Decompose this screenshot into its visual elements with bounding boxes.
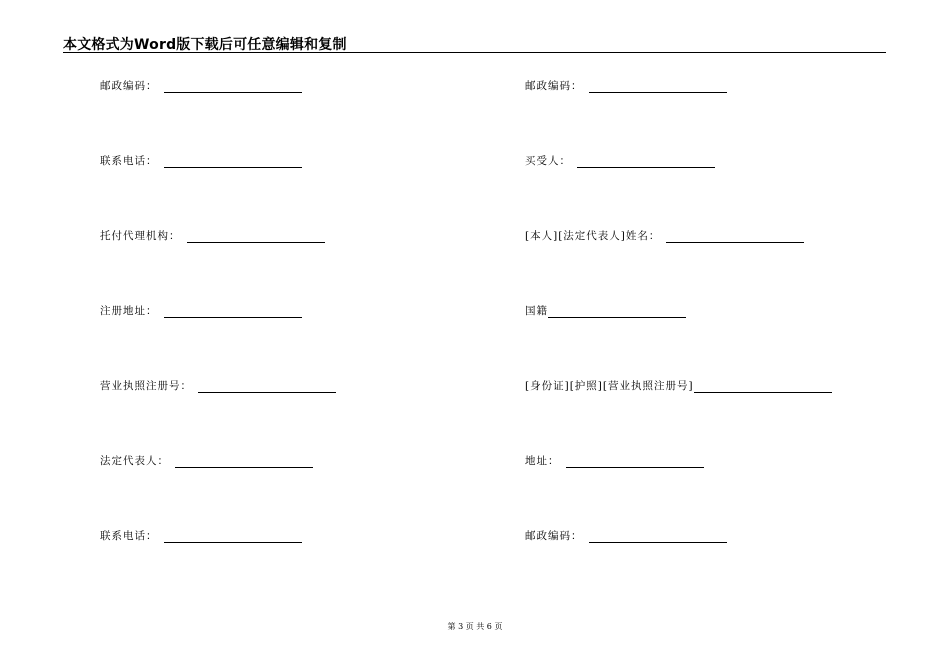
fill-in-line[interactable] xyxy=(577,156,715,168)
fill-in-line[interactable] xyxy=(164,81,302,93)
field-right-postal-code xyxy=(525,79,727,93)
fill-in-line[interactable] xyxy=(164,531,302,543)
field-label: 邮政编码： xyxy=(525,530,583,542)
field-right-address xyxy=(525,454,704,468)
field-label: 法定代表人： xyxy=(100,455,169,467)
document-header-title: 本文格式为Word版下载后可任意编辑和复制 xyxy=(63,37,347,53)
field-left-license-number xyxy=(100,379,336,393)
field-left-registered-address xyxy=(100,304,302,318)
field-left-agency xyxy=(100,229,325,243)
field-right-buyer xyxy=(525,154,715,168)
fill-in-line[interactable] xyxy=(164,306,302,318)
field-label: 联系电话： xyxy=(100,530,158,542)
field-label: 邮政编码： xyxy=(100,80,158,92)
fill-in-line[interactable] xyxy=(589,531,727,543)
fill-in-line[interactable] xyxy=(548,306,686,318)
fill-in-line[interactable] xyxy=(175,456,313,468)
field-left-legal-representative xyxy=(100,454,313,468)
field-label: 买受人： xyxy=(525,155,571,167)
fill-in-line[interactable] xyxy=(589,81,727,93)
field-label: 注册地址： xyxy=(100,305,158,317)
field-label: 联系电话： xyxy=(100,155,158,167)
field-label: 国籍 xyxy=(525,305,548,317)
fill-in-line[interactable] xyxy=(566,456,704,468)
field-right-id-number xyxy=(525,379,832,393)
field-left-phone xyxy=(100,154,302,168)
fill-in-line[interactable] xyxy=(198,381,336,393)
field-left-postal-code xyxy=(100,79,302,93)
fill-in-line[interactable] xyxy=(694,381,832,393)
field-label: 地址： xyxy=(525,455,560,467)
field-right-name xyxy=(525,229,804,243)
page-number: 第 3 页 共 6 页 xyxy=(447,622,503,631)
field-label: 托付代理机构： xyxy=(100,230,181,242)
field-label: 邮政编码： xyxy=(525,80,583,92)
field-label: [本人][法定代表人]姓名： xyxy=(525,230,661,242)
header-divider xyxy=(63,52,886,53)
field-right-nationality xyxy=(525,304,686,318)
fill-in-line[interactable] xyxy=(164,156,302,168)
field-right-postal-code-2 xyxy=(525,529,727,543)
fill-in-line[interactable] xyxy=(187,231,325,243)
field-label: 营业执照注册号： xyxy=(100,380,192,392)
fill-in-line[interactable] xyxy=(666,231,804,243)
field-left-phone-2 xyxy=(100,529,302,543)
field-label: [身份证][护照][营业执照注册号] xyxy=(525,380,694,392)
